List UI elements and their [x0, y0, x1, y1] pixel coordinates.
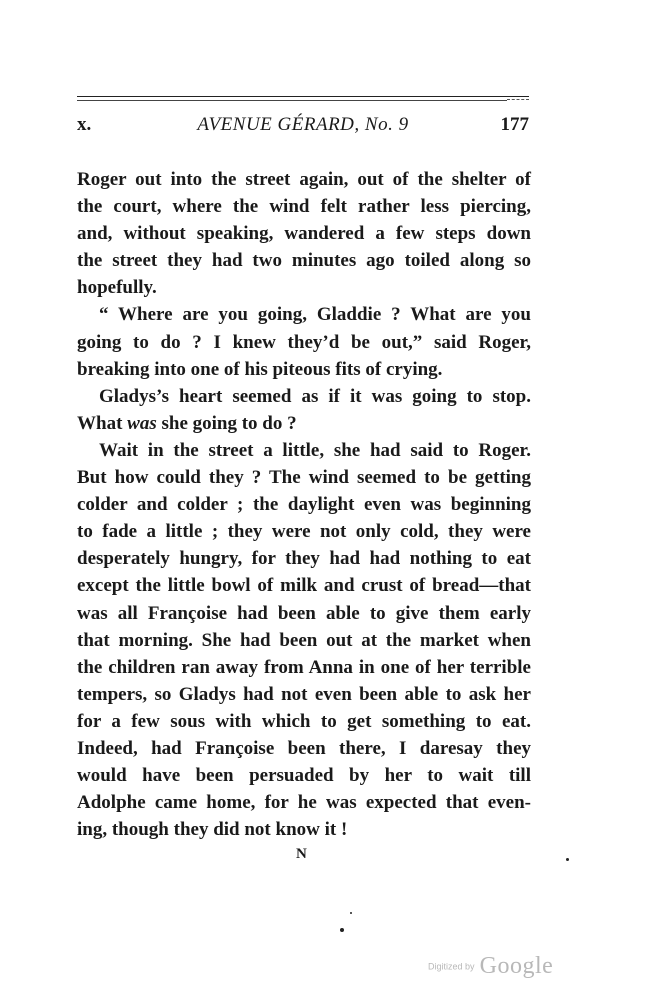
text-line: Gladys’s heart seemed as if it was going to stop.	[99, 385, 531, 407]
text-line: would have been persuaded by her to wait till	[77, 765, 531, 787]
header-rule	[77, 96, 529, 97]
text-line: colder and colder ; the daylight even was beginning	[77, 494, 531, 516]
text-line: that morning. She had been out at the market when	[77, 629, 531, 651]
text-line: But how could they ? The wind seemed to be getting	[77, 467, 531, 489]
google-logo: Google	[479, 953, 554, 979]
text-line: Roger out into the street again, out of the shelter of	[77, 169, 531, 190]
text-line: to fade a little ; they were not only cold, they were	[77, 521, 531, 543]
header-rule-dash	[507, 99, 529, 100]
text-line: for a few sous with which to get something to eat.	[77, 710, 531, 732]
chapter-number: x.	[77, 114, 92, 135]
text-line: the court, where the wind felt rather less piercing,	[77, 196, 531, 218]
text-line: was all Françoise had been able to give them early	[77, 602, 531, 624]
text-line: “ Where are you going, Gladdie ? What are you	[99, 304, 531, 326]
text-line: Indeed, had Françoise been there, I daresay they	[77, 737, 531, 759]
ink-speck	[340, 928, 344, 932]
ink-speck	[566, 858, 569, 861]
header-rule-secondary	[77, 100, 507, 101]
text-line: the children ran away from Anna in one of her terrible	[77, 656, 531, 678]
text-line: except the little bowl of milk and crust of bread—that	[77, 575, 531, 597]
text-line: ing, though they did not know it !	[77, 819, 348, 841]
text-line: desperately hungry, for they had had nothing to eat	[77, 548, 531, 570]
running-header	[77, 112, 529, 142]
text-line: Adolphe came home, for he was expected that even-	[77, 792, 531, 814]
text-line: Wait in the street a little, she had said to Roger.	[99, 439, 531, 461]
text-line: the street they had two minutes ago toiled along so	[77, 250, 531, 272]
watermark-prefix: Digitized by	[428, 961, 475, 972]
text-line: hopefully.	[77, 277, 157, 299]
text-line: What was she going to do ?	[77, 412, 297, 434]
text-line: tempers, so Gladys had not even been able to ask her	[77, 683, 531, 705]
page-number: 177	[500, 114, 529, 135]
digitized-watermark	[428, 953, 553, 980]
text-line: breaking into one of his piteous fits of crying.	[77, 358, 443, 380]
text-line: and, without speaking, wandered a few steps down	[77, 223, 531, 245]
running-title: AVENUE GÉRARD, No. 9	[197, 114, 409, 135]
text-line: going to do ? I knew they’d be out,” said Roger,	[77, 331, 531, 353]
signature-mark: N	[296, 846, 307, 862]
emphasis: was	[127, 412, 157, 434]
body-text	[77, 166, 531, 843]
ink-speck	[350, 912, 352, 914]
